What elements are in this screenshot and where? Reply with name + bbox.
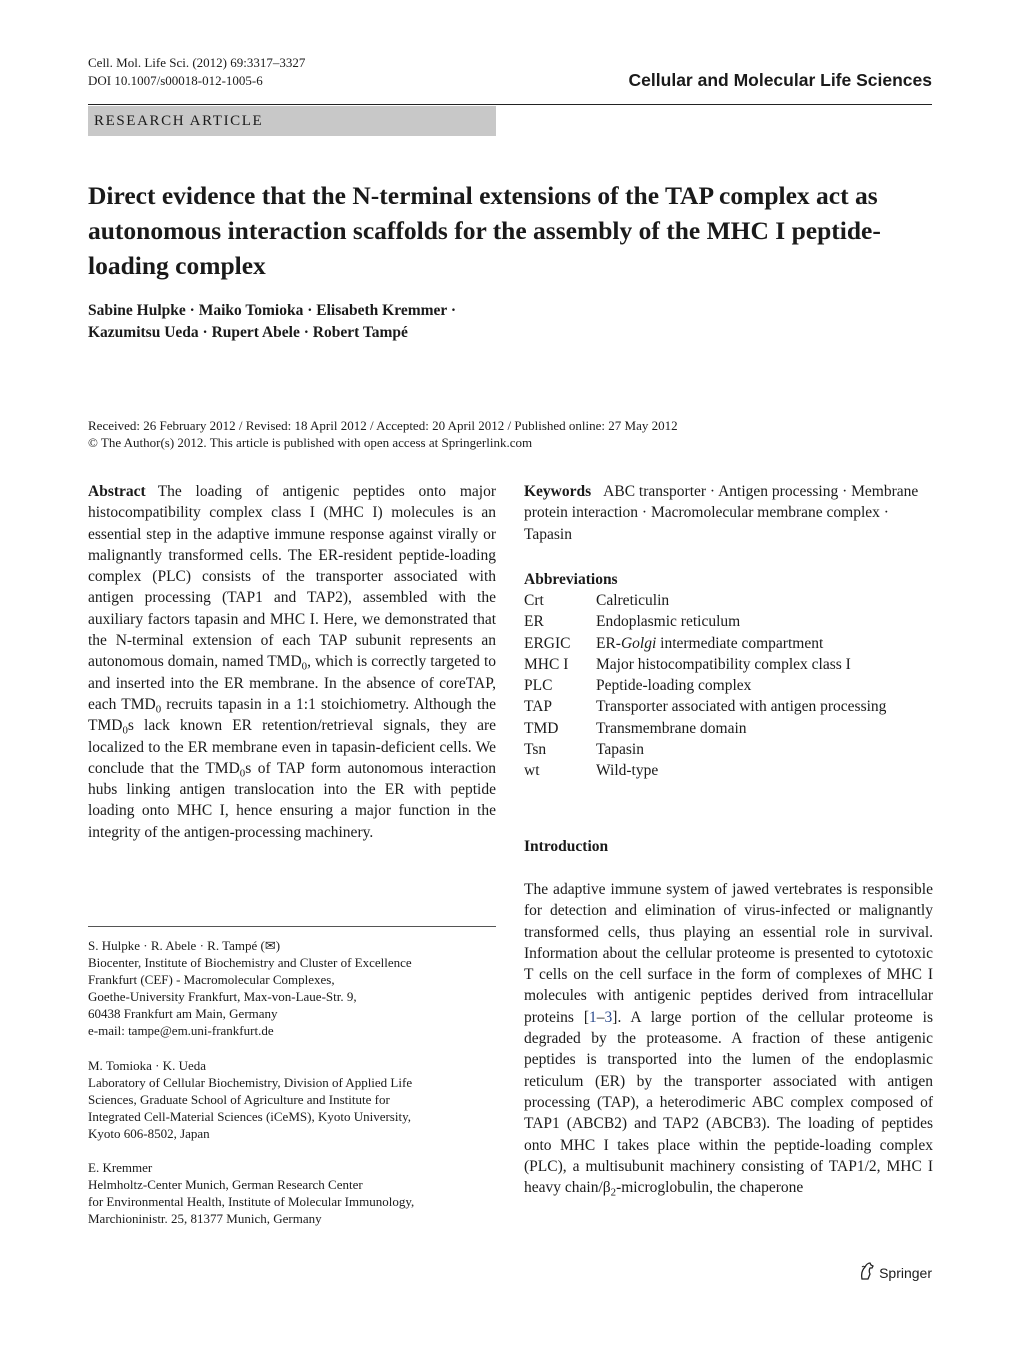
abbreviation-key: Tsn: [524, 741, 547, 759]
abstract-text: s of TAP form autonomous interaction hubs linking antigen translocation into the ER with peptide loading onto MHC I, hence ensuring a major function in the integrity of the antigen-processing machinery.: [88, 759, 496, 841]
abbreviation-def: Peptide-loading complex: [596, 677, 752, 695]
abbreviation-key: ERGIC: [524, 634, 571, 652]
abbreviation-key: Crt: [524, 592, 544, 609]
subscript: 0: [239, 767, 246, 780]
affiliation-line: Integrated Cell-Material Sciences (iCeMS), Kyoto University,: [88, 1109, 411, 1124]
citation-doi: DOI 10.1007/s00018-012-1005-6: [88, 73, 263, 88]
abbreviation-row: [524, 675, 933, 696]
publisher-name: Springer: [879, 1264, 932, 1281]
introduction-text: [524, 879, 933, 1198]
affiliation-authors: [88, 937, 496, 954]
abbreviation-key: PLC: [524, 677, 553, 695]
abbreviation-def: Endoplasmic reticulum: [596, 613, 741, 631]
affiliation-line: Helmholtz-Center Munich, German Research Center: [88, 1177, 363, 1192]
article-title: Direct evidence that the N-terminal extensions of the TAP complex act as autonomous interaction scaffolds for the assembly of the MHC I peptide-loading complex: [88, 181, 881, 280]
abbreviation-def: Transporter associated with antigen processing: [596, 698, 887, 716]
abbreviation-row: [524, 590, 933, 611]
abbreviation-row: [524, 654, 933, 675]
abbreviation-key: wt: [524, 762, 540, 780]
affiliation-names: S. Hulpke · R. Abele · R. Tampé (: [88, 938, 265, 953]
reference-link[interactable]: 1: [589, 1008, 597, 1026]
publisher-footer: [858, 1262, 932, 1283]
affiliation-line: Biocenter, Institute of Biochemistry and Cluster of Excellence: [88, 955, 412, 970]
keywords: [524, 481, 933, 545]
affiliation-block: [88, 1159, 496, 1227]
journal-name: Cellular and Molecular Life Sciences: [628, 70, 932, 90]
intro-text: -microglobulin, the chaperone: [616, 1179, 804, 1197]
abbreviation-row: [524, 739, 933, 760]
abbreviation-key: MHC I: [524, 655, 569, 673]
reference-link[interactable]: 3: [604, 1008, 613, 1026]
abbreviation-row: [524, 696, 933, 717]
subscript: 2: [610, 1186, 617, 1199]
affiliation-line: Kyoto 606-8502, Japan: [88, 1126, 210, 1141]
abbreviation-key: TAP: [524, 698, 553, 716]
affiliation-names-end: ): [275, 938, 281, 953]
abstract-text: , which is correctly targeted to and inserted into the ER membrane. In the absence of coreTAP, each TMD: [88, 653, 496, 713]
abbreviation-def: Tapasin: [596, 741, 644, 759]
abbreviation-key: ER: [524, 613, 544, 631]
affiliation-line: Laboratory of Cellular Biochemistry, Division of Applied Life: [88, 1075, 413, 1090]
abstract-text: The loading of antigenic peptides onto major histocompatibility complex class I (MHC I) molecules is an essential step in the adaptive immune response against virally or malignantly transformed cells. The ER-resident peptide-loading complex (PLC) consists of the transporter associated with antigen processing (TAP1 and TAP2), assembled with the auxiliary factors tapasin and MHC I. Here, we demonstrated that the N-terminal extension of each TAP subunit represents an autonomous domain, named TMD: [88, 483, 496, 671]
abstract-text: s lack known ER retention/retrieval signals, they are localized to the ER membrane even in tapasin-deficient cells. We conclude that the TMD: [88, 717, 496, 777]
abstract-label: Abstract: [88, 483, 146, 500]
header-divider: [88, 104, 932, 105]
author-list: [88, 300, 848, 344]
article-history: [88, 417, 948, 451]
affiliation-line: Goethe-University Frankfurt, Max-von-Laue-Str. 9,: [88, 989, 357, 1004]
reference-dash: –: [596, 1008, 605, 1026]
abbreviation-def: Major histocompatibility complex class I: [596, 655, 851, 673]
abstract: [88, 481, 496, 843]
abbreviation-def-italic: Golgi: [620, 634, 657, 652]
introduction-heading: Introduction: [524, 838, 609, 855]
affiliation-line: 60438 Frankfurt am Main, Germany: [88, 1006, 278, 1021]
affiliation-authors: M. Tomioka · K. Ueda: [88, 1058, 206, 1073]
subscript: 0: [155, 703, 162, 716]
abbreviations-list: [524, 590, 933, 782]
abbreviation-row: [524, 633, 933, 654]
abbreviation-def: [596, 633, 823, 654]
abbreviation-row: [524, 718, 933, 739]
abbreviation-def: Calreticulin: [596, 592, 670, 609]
abbreviation-row: [524, 611, 933, 632]
copyright-line: © The Author(s) 2012. This article is published with open access at Springerlink.com: [88, 435, 533, 450]
authors-line-1: Sabine Hulpke · Maiko Tomioka · Elisabeth Kremmer ·: [88, 302, 457, 319]
intro-text: ]. A large portion of the cellular proteome is degraded by the proteasome. A fraction of these antigenic peptides is transported into the lumen of the endoplasmic reticulum (ER) by the transporter associated with antigen processing (TAP), a heterodimeric ABC complex composed of TAP1 (ABCB2) and TAP2 (ABCB3). The loading of peptides onto MHC I takes place within the peptide-loading complex (PLC), a multisubunit machinery consisting of TAP1/2, MHC I heavy chain/β: [524, 1008, 933, 1197]
intro-text: The adaptive immune system of jawed vertebrates is responsible for detection and elimination of virus-infected or malignantly transformed cells, thus playing an essential role in survival. Information about the cellular proteome is presented to cytotoxic T cells on the cell surface in the form of complexes of MHC I molecules with antigenic peptides derived from intracellular proteins [: [524, 881, 933, 1026]
subscript: 0: [122, 724, 128, 737]
affiliation-line: for Environmental Health, Institute of Molecular Immunology,: [88, 1194, 415, 1209]
abbreviation-def-part: intermediate compartment: [656, 634, 824, 652]
abbreviation-key: TMD: [524, 719, 559, 737]
keywords-label: Keywords: [524, 483, 592, 500]
abbreviation-def: Transmembrane domain: [596, 719, 747, 737]
affiliation-block: [88, 1057, 496, 1142]
abbreviations-heading: Abbreviations: [524, 571, 618, 588]
springer-horse-icon: [858, 1262, 874, 1283]
abbreviation-row: [524, 760, 933, 781]
abbreviation-def-part: ER-: [596, 634, 621, 652]
keywords-text: ABC transporter · Antigen processing · Membrane protein interaction · Macromolecular membrane complex · Tapasin: [524, 483, 919, 543]
journal-citation: [88, 54, 305, 90]
affiliation-divider: [88, 926, 496, 927]
citation-volume: Cell. Mol. Life Sci. (2012) 69:3317–3327: [88, 55, 306, 70]
history-dates: Received: 26 February 2012 / Revised: 18 April 2012 / Accepted: 20 April 2012 / Published online: 27 May 2012: [88, 418, 678, 433]
mail-icon: ✉: [264, 938, 276, 953]
authors-line-2: Kazumitsu Ueda · Rupert Abele · Robert Tampé: [88, 324, 408, 341]
affiliation-line: Frankfurt (CEF) - Macromolecular Complexes,: [88, 972, 335, 987]
subscript: 0: [301, 660, 308, 673]
abbreviation-def: Wild-type: [596, 762, 659, 780]
affiliation-authors: E. Kremmer: [88, 1160, 153, 1175]
article-type-banner: RESEARCH ARTICLE: [88, 106, 496, 136]
affiliation-line: Sciences, Graduate School of Agriculture and Institute for: [88, 1092, 390, 1107]
affiliation-line: Marchioninistr. 25, 81377 Munich, Germany: [88, 1211, 322, 1226]
abstract-text: recruits tapasin in a 1:1 stoichiometry. Although the TMD: [88, 695, 496, 735]
affiliation-block: [88, 937, 496, 1039]
affiliation-email: e-mail: tampe@em.uni-frankfurt.de: [88, 1023, 274, 1038]
